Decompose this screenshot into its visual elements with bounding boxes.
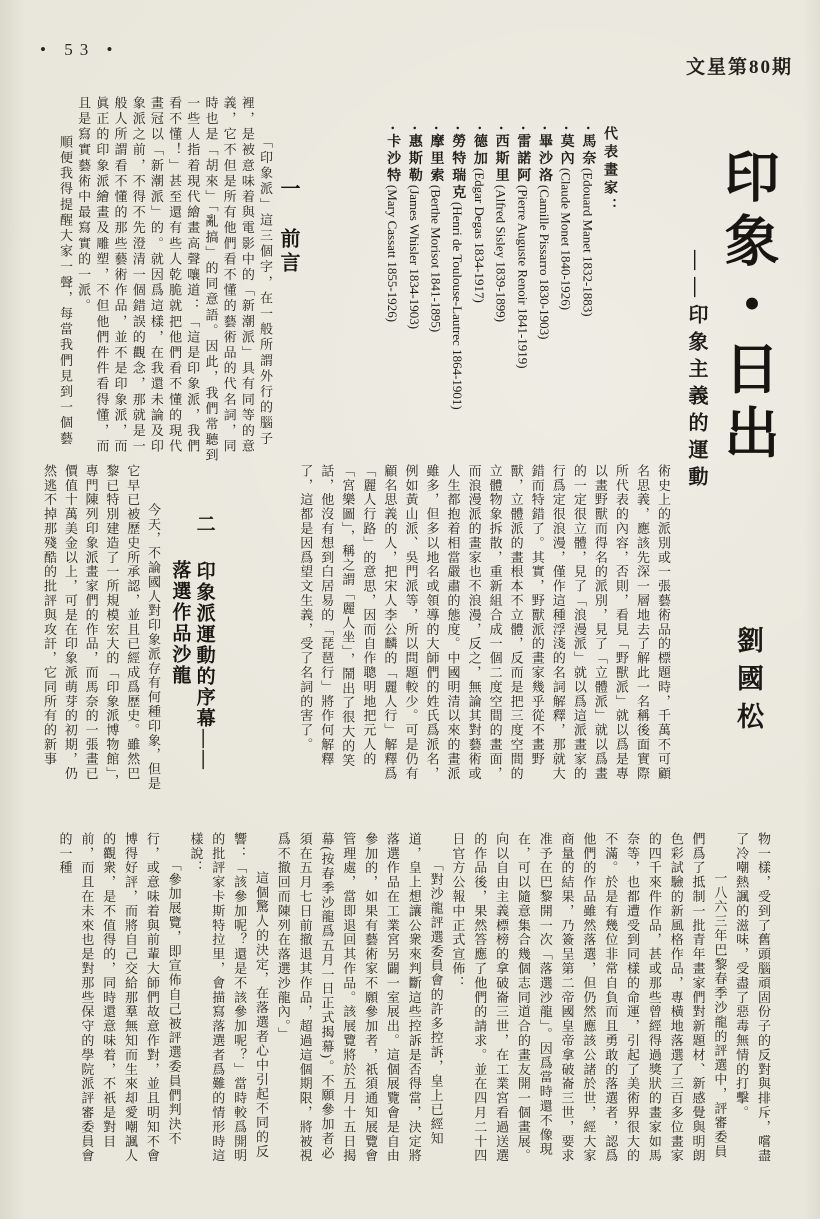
painter-name-en: (Camille Pissarro 1830-1903) xyxy=(536,184,552,340)
painter-item xyxy=(512,126,534,492)
article-subtitle: ——印象主義的運動 xyxy=(685,250,707,493)
quoted-critic: 「參加展覽，即宣佈自己被評選委員們判決不行，或意味着與前輩大師們故意作對，並且明知不會博得好評，而將自己交給那羣無知而生來却愛嘲諷人的觀衆，是不值得的，同時還意味着，不祇是對目前，而且在未來也是對那些保守的學院派評審委員會的一種 xyxy=(57,832,182,1164)
bullet-icon: • xyxy=(429,126,442,131)
painters-list xyxy=(384,126,620,492)
painter-item xyxy=(577,126,599,492)
paragraph: 術史上的派別或一張藝術品的標題時，千萬不可顧名思義，應該先深一層地去了解此一名稱後面實際所代表的內容，否則，看見「野獸派」就以爲是專以畫野獸而得名的派別，見了「立體派」就以爲畫的一定很立體，見了「浪漫派」就以爲這派畫家的行爲定很浪漫，僅作這種浮淺的名詞解釋，那就大錯而特錯了。其實，野獸派的畫家幾乎從不畫野獸，立體派的畫根本不立體，反而是把三度空間的立體物象拆散，重新組合成一個二度空間的畫面，而浪漫派的畫家也不浪漫，反之，無論其對藝術或人生都抱着相當嚴肅的態度。中國明清以來的畫派雖多，但多以地名或領導的大師們的姓氏爲派名，例如黃山派、吳門派等，所以問題較少。可是仍有顧名思義的人，把宋人李公麟的「麗人行」解釋爲「麗人行路」的意思，因而自作聰明地把元人的「宮樂圖」，稱之謂「麗人坐」，鬧出了很大的笑話，他沒有想到白居易的「琵琶行」將作何解釋了，這都是因爲望文生義，受了名詞的害了。 xyxy=(298,464,671,781)
bullet-icon: • xyxy=(451,126,464,131)
paragraph: 一八六三年巴黎春季沙龍的評選中，評審委員們爲了抵制一批青年畫家們對新題材、新感覺與明朗色彩試驗的新風格作品，專橫地落選了三百多位畫家的四千來件作品，甚或那些曾經得過獎狀的畫家如馬奈等，也都遭受到同樣的命運，引起了美術界很大的不滿。於是有幾位非常自負而且勇敢的落選者，認爲他們的作品雖然落選，但仍然應該公諸於世，經大家商量的結果，乃簽呈第二帝國皇帝拿破崙三世，要求准予在巴黎開一次「落選沙龍」。因爲當時還不像現在，可以隨意集合幾個志同道合的畫友開一個畫展。向以自由主義標榜的拿破崙三世，在工業宮看過送選的作品後，果然答應了他們的請求。並在四月二十四日官方公報中正式宣佈： xyxy=(450,832,728,1164)
masthead: 文星第80期 xyxy=(686,57,794,78)
page-number: • 53 • xyxy=(40,40,120,59)
painter-item xyxy=(555,126,577,492)
painter-item xyxy=(490,126,512,492)
section2-title-line1: 印象派運動的序幕—— xyxy=(193,561,215,771)
painter-name-en: (Edouard Manet 1832-1883) xyxy=(580,167,596,317)
section2-number: 二 xyxy=(193,514,215,535)
painter-name-en: (Henri de Toulouse-Lautrec 1864-1901) xyxy=(450,201,466,410)
painter-name-zh: 惠斯勒 xyxy=(406,133,422,185)
heading-gap xyxy=(203,535,204,561)
painter-name-zh: 摩里索 xyxy=(428,133,444,185)
painter-name-en: (Alfred Sisley 1839-1899) xyxy=(493,184,509,323)
painter-name-en: (Mary Cassatt 1855-1926) xyxy=(385,184,401,323)
painter-name-zh: 西斯里 xyxy=(493,133,509,185)
section2-text-continued xyxy=(38,832,774,1172)
section1-title: 前言 xyxy=(277,228,299,276)
painter-name-en: (Claude Monet 1840-1926) xyxy=(558,167,574,311)
bullet-icon: • xyxy=(386,126,399,131)
painter-name-zh: 德加 xyxy=(471,133,487,168)
paragraph: 物一樣，受到了舊頭腦頑固份子的反對與排斥，嚐盡了冷嘲熱諷的滋味，受盡了惡毒無情的打擊。 xyxy=(734,832,771,1164)
section2-heading-line1 xyxy=(191,514,215,774)
bullet-icon: • xyxy=(472,126,485,131)
painter-item xyxy=(533,126,555,492)
paragraph: 這個驚人的決定，在落選者心中引起不同的反響：「該參加呢？還是不該參加呢？」當時較爲開明的批評家卡斯特拉里，會描寫落選者爲難的情形時這樣說： xyxy=(188,832,269,1164)
painter-name-en: (Pierre Auguste Renoir 1841-1919) xyxy=(515,184,531,369)
painter-name-en: (Edgar Degas 1834-1917) xyxy=(471,167,487,303)
painter-name-zh: 畢沙洛 xyxy=(536,133,552,185)
bullet-icon: • xyxy=(516,126,529,131)
bullet-icon: • xyxy=(407,126,420,131)
painter-item xyxy=(447,126,469,492)
painter-name-zh: 馬奈 xyxy=(580,133,596,168)
heading-gap xyxy=(288,202,289,228)
bullet-icon: • xyxy=(537,126,550,131)
paragraph: 「印象派」這三個字，在一般所謂外行的腦子裡，是被意味着與電影中的「新潮派」具有同等的意義，它不但是所有他們看不懂的藝術品的代名詞，同時也是「胡來」「亂搞」的同意語。因此，我們常聽到一些人指着現代繪畫高聲嚷道：「這是印象派，我們看不懂！」甚至還有些人乾脆就把他們看不懂的現代畫冠以「新潮派」的。就因爲這樣，在我還未論及印象派之前，不得不先澄清一個錯誤的觀念，那就是一般人所謂看不懂的那些藝術作品，並不是印象派，而眞正的印象派繪畫及雕塑，不但他們件件看得懂，而且是寫實藝術中最寫實的一派。 xyxy=(76,96,273,464)
painter-name-zh: 勞特瑞克 xyxy=(450,133,466,202)
painter-item xyxy=(403,126,425,492)
author-name: 劉國松 xyxy=(733,626,763,740)
paragraph: 順便我得提醒大家一聲，每當我們見到一個藝 xyxy=(57,135,73,447)
painter-name-en: (Berthe Morisot 1841-1895) xyxy=(428,184,444,333)
section2-text-start xyxy=(36,464,163,794)
painter-name-en: (James Whisler 1834-1903) xyxy=(406,184,422,330)
section1-heading xyxy=(274,178,303,288)
painter-item xyxy=(381,126,403,492)
bullet-icon: • xyxy=(494,126,507,131)
painter-item xyxy=(468,126,490,492)
section1-text-continued xyxy=(292,464,674,794)
quoted-decree: 「對沙龍評選委員會的許多控訴，皇上已經知道，皇上想讓公衆來判斷這些控訴是否得當，決定將落選作品在工業宮另闢一室展出。這個展覽會是自由參加的，如果有藝術家不願參加者，祇須通知展覽會管理處，當即退回其作品。該展覽將於五月十五日揭幕(按春季沙龍爲五月一日正式揭幕)。不願參加者必須在五月七日前撤退其作品，超過這個期限，將被視爲不撤回而陳列在落選沙龍內。」 xyxy=(275,832,444,1164)
section2-title-line2: 落選作品沙龍 xyxy=(169,560,191,686)
paragraph: 今天，不論國人對印象派存有何種印象，但是它早已被歷史所承認，並且已經成爲歷史。雖然巴黎已特別建造了一所規模宏大的「印象派博物館」，專門陳列印象派畫家們的作品，而馬奈的一張畫已價值十萬美金以上，可是在印象派萌芽的初期，仍然逃不掉那殘酷的批評與攻訐，它同所有的新事 xyxy=(42,464,161,791)
bullet-icon: • xyxy=(559,126,572,131)
section1-number: 一 xyxy=(277,178,299,202)
painter-name-zh: 卡沙特 xyxy=(385,133,401,185)
article-title: 印象・日出 xyxy=(716,148,778,468)
painter-name-zh: 雷諾阿 xyxy=(515,133,531,185)
painter-item xyxy=(425,126,447,492)
section1-text xyxy=(36,96,274,464)
painters-label: 代表畫家： xyxy=(602,126,617,216)
bullet-icon: • xyxy=(581,126,594,131)
section2-heading xyxy=(167,514,216,774)
painter-name-zh: 莫內 xyxy=(558,133,574,168)
